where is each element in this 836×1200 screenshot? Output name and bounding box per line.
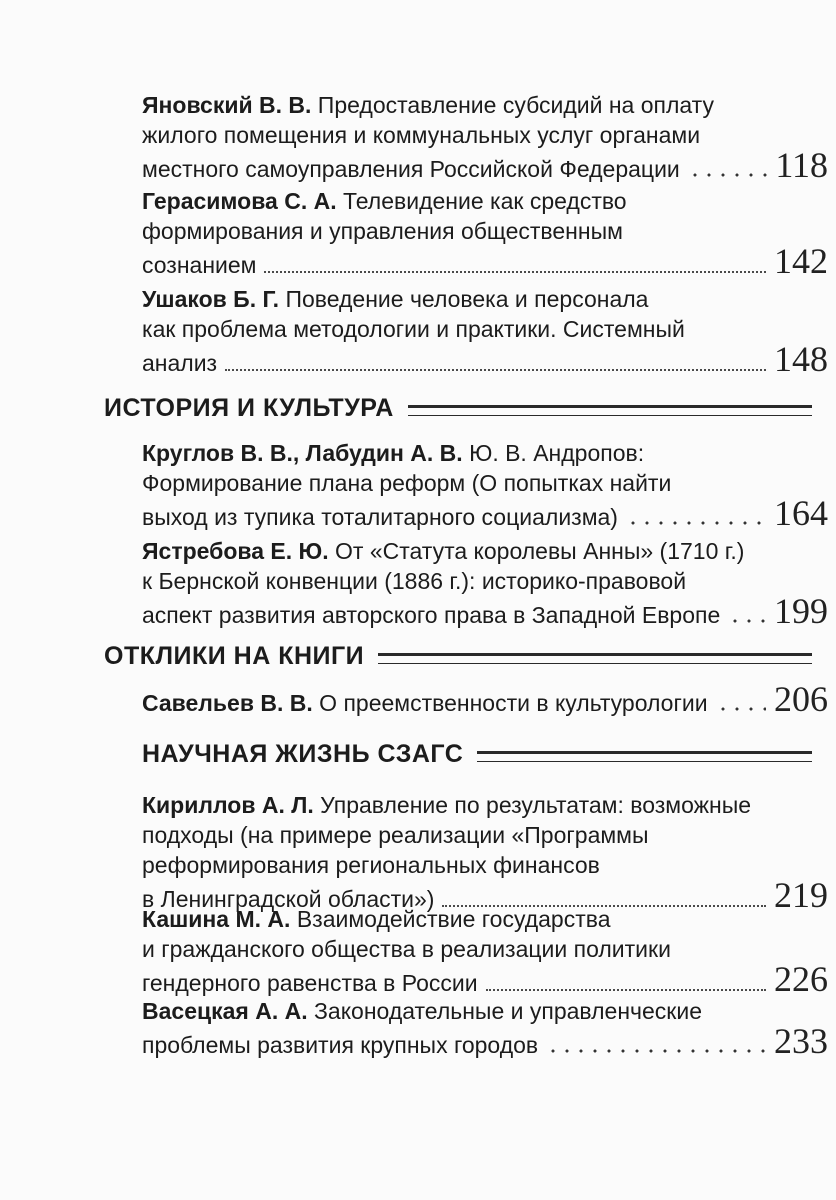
entry-title-line: аспект развития авторского права в Западной Европе — [142, 602, 721, 628]
dot-leader — [728, 619, 766, 623]
section-rule — [408, 405, 812, 416]
page-number: 199 — [774, 591, 828, 631]
dot-leader — [264, 270, 766, 273]
section-rule — [378, 653, 812, 664]
entry-title-line: реформирования региональных финансов — [142, 852, 600, 878]
entry-title-line: Телевидение как средство — [343, 188, 627, 214]
page-number: 226 — [774, 959, 828, 999]
entry-title-line: как проблема методологии и практики. Системный — [142, 316, 685, 342]
dot-leader — [716, 707, 766, 711]
entry-title-line: гендерного равенства в России — [142, 970, 478, 996]
page-number: 219 — [774, 875, 828, 915]
section-heading-science — [142, 740, 812, 769]
section-title: НАУЧНАЯ ЖИЗНЬ СЗАГС — [142, 740, 464, 768]
page-number: 118 — [775, 145, 828, 185]
entry-title-line: Взаимодействие государства — [296, 906, 611, 932]
dot-leader — [486, 988, 766, 991]
entry-author: Ушаков Б. Г. — [142, 286, 280, 312]
entry-title-line: и гражданского общества в реализации политики — [142, 936, 671, 962]
entry-title-line: к Бернской конвенции (1886 г.): историко-правовой — [142, 568, 687, 594]
page-number: 148 — [774, 339, 828, 379]
toc-entry — [142, 904, 828, 998]
entry-title-line: местного самоуправления Российской Федерации — [142, 156, 680, 182]
toc-entry — [142, 438, 828, 532]
entry-author: Круглов В. В., Лабудин А. В. — [142, 440, 463, 466]
section-heading-history — [104, 394, 812, 423]
toc-entry — [142, 679, 828, 719]
section-title: ОТКЛИКИ НА КНИГИ — [104, 642, 365, 670]
toc-entry — [142, 284, 828, 378]
entry-title-line: проблемы развития крупных городов — [142, 1032, 539, 1058]
dot-leader — [688, 173, 768, 177]
entry-author: Ястребова Е. Ю. — [142, 538, 329, 564]
toc-entry — [142, 996, 828, 1060]
entry-title-line: в Ленинградской области») — [142, 886, 435, 912]
entry-author: Яновский В. В. — [142, 92, 312, 118]
page-number: 206 — [774, 679, 828, 719]
entry-title-line: Законодательные и управленческие — [314, 998, 702, 1024]
toc-entry — [142, 790, 828, 914]
entry-title-line: сознанием — [142, 252, 257, 278]
toc-entry — [142, 186, 828, 280]
dot-leader — [546, 1049, 766, 1053]
entry-author: Кириллов А. Л. — [142, 792, 314, 818]
entry-author: Кашина М. А. — [142, 906, 291, 932]
entry-author: Герасимова С. А. — [142, 188, 337, 214]
entry-title-line: От «Статута королевы Анны» (1710 г.) — [335, 538, 745, 564]
toc-entry — [142, 90, 828, 184]
section-heading-reviews — [104, 642, 812, 671]
entry-title-line: выход из тупика тоталитарного социализма) — [142, 504, 618, 530]
page-number: 164 — [774, 493, 828, 533]
entry-title-line: О преемственности в культурологии — [319, 690, 708, 716]
entry-title-line: жилого помещения и коммунальных услуг органами — [142, 122, 701, 148]
entry-title-line: Поведение человека и персонала — [285, 286, 649, 312]
page-number: 142 — [774, 241, 828, 281]
dot-leader — [626, 521, 766, 525]
entry-title-line: Предоставление субсидий на оплату — [317, 92, 714, 118]
entry-author: Васецкая А. А. — [142, 998, 308, 1024]
entry-author: Савельев В. В. — [142, 690, 313, 716]
section-rule — [477, 751, 812, 762]
page-number: 233 — [774, 1021, 828, 1061]
section-title: ИСТОРИЯ И КУЛЬТУРА — [104, 394, 394, 422]
entry-title-line: анализ — [142, 350, 218, 376]
entry-title-line: формирования и управления общественным — [142, 218, 623, 244]
entry-title-line: подходы (на примере реализации «Программы — [142, 822, 649, 848]
entry-title-line: Управление по результатам: возможные — [320, 792, 752, 818]
entry-title-line: Формирование плана реформ (О попытках найти — [142, 470, 672, 496]
entry-title-line: Ю. В. Андропов: — [469, 440, 645, 466]
dot-leader — [225, 368, 766, 371]
toc-entry — [142, 536, 828, 630]
